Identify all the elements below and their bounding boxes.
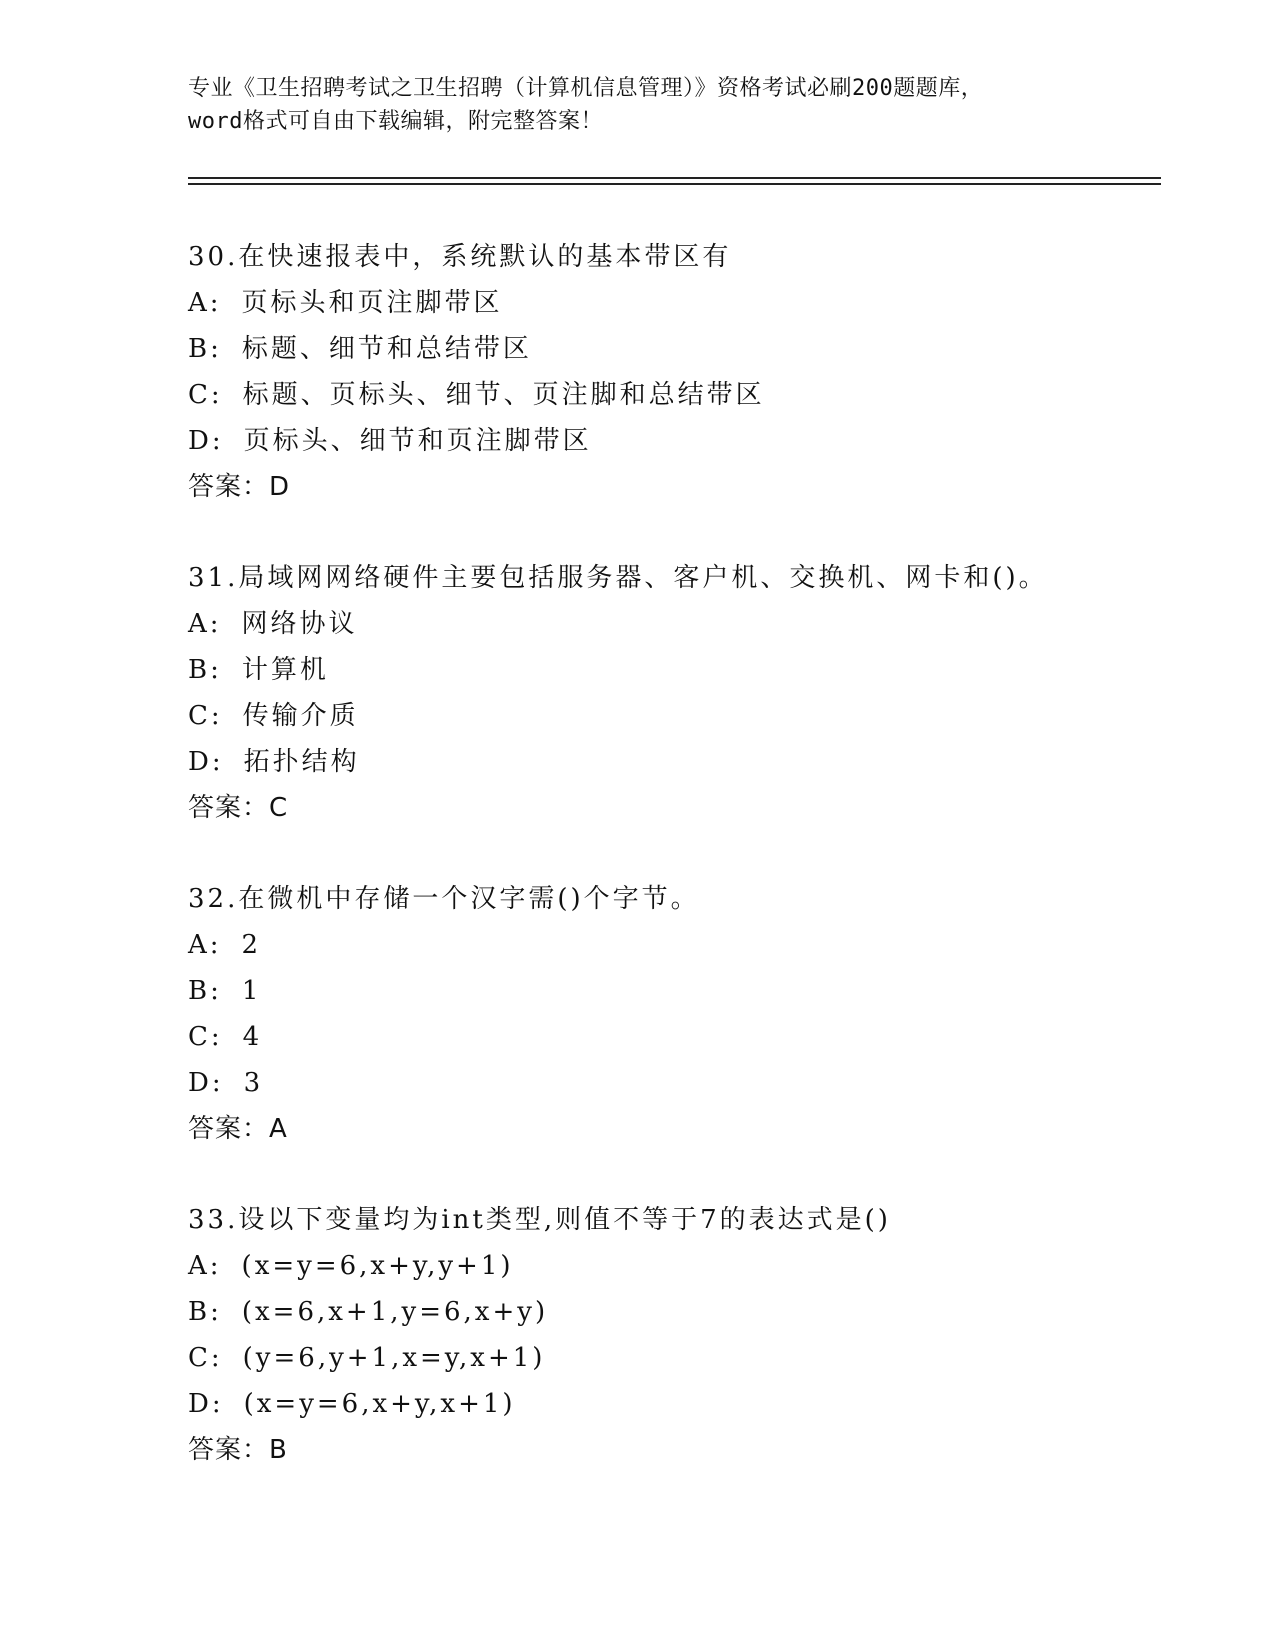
option-text: (x=6,x+1,y=6,x+y) (241, 1297, 549, 1327)
answer-line: 答案：C (188, 793, 289, 823)
answer-line: 答案：D (188, 472, 291, 502)
option-a (188, 1243, 1188, 1289)
document-header (188, 72, 1088, 138)
option-a (188, 280, 1188, 326)
option-text: 计算机 (241, 655, 329, 685)
option-text: 标题、页标头、细节、页注脚和总结带区 (242, 380, 765, 410)
option-text: 传输介质 (242, 701, 359, 731)
option-letter: B: (188, 1297, 222, 1327)
option-d (188, 739, 1188, 785)
question-stem: 31.局域网网络硬件主要包括服务器、客户机、交换机、网卡和()。 (188, 563, 1048, 593)
header-title-line1: 专业《卫生招聘考试之卫生招聘（计算机信息管理）》资格考试必刷200题题库， (188, 76, 984, 101)
option-letter: D: (188, 747, 224, 777)
option-text: (y=6,y+1,x=y,x+1) (242, 1343, 546, 1373)
option-c (188, 693, 1188, 739)
option-text: 页标头和页注脚带区 (241, 288, 503, 318)
question-stem: 30.在快速报表中，系统默认的基本带区有 (188, 242, 732, 272)
option-d (188, 418, 1188, 464)
option-letter: D: (188, 1389, 224, 1419)
option-letter: C: (188, 380, 223, 410)
option-letter: A: (188, 609, 222, 639)
option-a (188, 922, 1188, 968)
option-text: (x=y=6,x+y,x+1) (243, 1389, 516, 1419)
question-block-30 (188, 234, 1188, 510)
option-letter: C: (188, 701, 223, 731)
option-text: 3 (243, 1068, 264, 1098)
option-letter: D: (188, 426, 224, 456)
option-d (188, 1060, 1188, 1106)
option-b (188, 647, 1188, 693)
question-stem: 33.设以下变量均为int类型,则值不等于7的表达式是() (188, 1205, 891, 1235)
option-letter: B: (188, 976, 222, 1006)
option-text: 拓扑结构 (243, 747, 360, 777)
option-text: 页标头、细节和页注脚带区 (243, 426, 592, 456)
question-block-32 (188, 876, 1188, 1152)
option-letter: B: (188, 334, 222, 364)
option-b (188, 968, 1188, 1014)
option-text: 网络协议 (241, 609, 358, 639)
option-letter: C: (188, 1022, 223, 1052)
option-letter: C: (188, 1343, 223, 1373)
answer-line: 答案：A (188, 1114, 288, 1144)
option-text: 1 (241, 976, 262, 1006)
option-c (188, 1335, 1188, 1381)
option-d (188, 1381, 1188, 1427)
option-letter: A: (188, 930, 222, 960)
option-letter: A: (188, 1251, 222, 1281)
option-b (188, 326, 1188, 372)
header-divider-bottom (188, 183, 1161, 185)
option-letter: D: (188, 1068, 224, 1098)
question-block-31 (188, 555, 1188, 831)
option-text: 4 (242, 1022, 263, 1052)
option-text: 标题、细节和总结带区 (241, 334, 532, 364)
option-letter: B: (188, 655, 222, 685)
header-title-line2: word格式可自由下载编辑，附完整答案！ (188, 109, 603, 134)
header-divider-top (188, 177, 1161, 179)
option-letter: A: (188, 288, 222, 318)
option-text: 2 (241, 930, 262, 960)
option-b (188, 1289, 1188, 1335)
option-a (188, 601, 1188, 647)
option-c (188, 1014, 1188, 1060)
answer-line: 答案：B (188, 1435, 288, 1465)
question-stem: 32.在微机中存储一个汉字需()个字节。 (188, 884, 700, 914)
question-block-33 (188, 1197, 1188, 1473)
option-text: (x=y=6,x+y,y+1) (241, 1251, 514, 1281)
option-c (188, 372, 1188, 418)
